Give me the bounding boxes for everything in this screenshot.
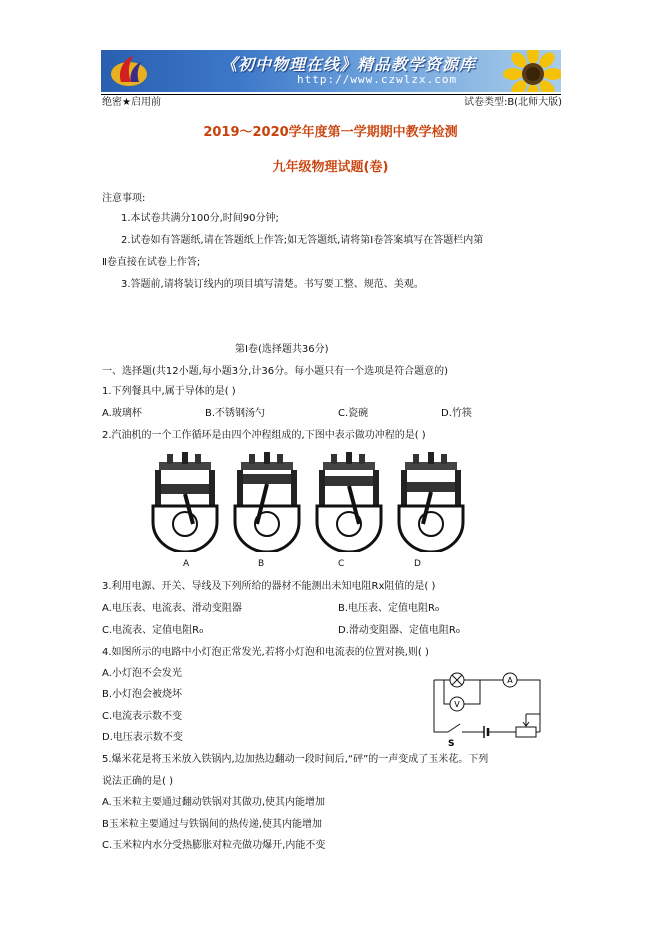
voltmeter-label: V <box>454 700 460 709</box>
q1-option-d: D.竹筷 <box>441 408 472 419</box>
engine-c-icon <box>317 452 381 552</box>
q4-option-d: D.电压表示数不变 <box>102 732 183 743</box>
voltmeter-icon <box>450 697 464 711</box>
q2-label-a: A <box>183 559 190 569</box>
q3-option-d: D.滑动变阻器、定值电阻R₀ <box>338 625 460 636</box>
switch-label: S <box>448 739 455 749</box>
q1-stem: 1.下列餐具中,属于导体的是( ) <box>102 386 236 397</box>
engine-strokes-figure <box>145 452 465 552</box>
engine-a-icon <box>153 452 217 552</box>
exam-subtitle: 九年级物理试题(卷) <box>272 160 389 175</box>
secret-label: 绝密★启用前 <box>102 97 161 108</box>
q3-stem: 3.利用电源、开关、导线及下列所给的器材不能测出未知电阻Rx阻值的是( ) <box>102 581 436 592</box>
notes-heading: 注意事项: <box>102 193 146 204</box>
q4-circuit-diagram <box>420 666 550 752</box>
q3-option-b: B.电压表、定值电阻R₀ <box>338 603 439 614</box>
banner-url[interactable]: http://www.czwlzx.com <box>297 73 458 86</box>
notes-item: 3.答题前,请将装订线内的项目填写清楚。书写要工整、规范、美观。 <box>121 279 424 290</box>
q5-option-b: B玉米粒主要通过与铁锅间的热传递,使其内能增加 <box>102 819 323 830</box>
notes-item: Ⅱ卷直接在试卷上作答; <box>102 257 201 268</box>
lamp-icon <box>450 673 464 687</box>
q4-stem: 4.如图所示的电路中小灯泡正常发光,若将小灯泡和电流表的位置对换,则( ) <box>102 647 429 658</box>
ammeter-icon <box>503 673 517 687</box>
q2-label-d: D <box>414 559 421 569</box>
q1-option-b: B.不锈钢汤勺 <box>205 408 266 419</box>
engine-d-icon <box>399 452 463 552</box>
q4-option-b: B.小灯泡会被烧坏 <box>102 689 183 700</box>
q3-option-a: A.电压表、电流表、滑动变阻器 <box>102 603 242 614</box>
q5-stem-line2: 说法正确的是( ) <box>102 776 173 787</box>
banner-title: 《初中物理在线》精品教学资源库 <box>221 55 477 74</box>
q2-label-b: B <box>258 559 265 569</box>
q4-option-a: A.小灯泡不会发光 <box>102 668 182 679</box>
q1-option-a: A.玻璃杯 <box>102 408 142 419</box>
section-heading: 一、选择题(共12小题,每小题3分,计36分。每小题只有一个选项是符合题意的) <box>102 366 448 377</box>
q5-option-a: A.玉米粒主要通过翻动铁锅对其做功,使其内能增加 <box>102 797 326 808</box>
q2-stem: 2.汽油机的一个工作循环是由四个冲程组成的,下图中表示做功冲程的是( ) <box>102 430 426 441</box>
site-logo-icon <box>107 52 151 90</box>
header-rule <box>101 94 561 95</box>
q1-option-c: C.瓷碗 <box>338 408 369 419</box>
q2-label-c: C <box>338 559 345 569</box>
q3-option-c: C.电流表、定值电阻R₀ <box>102 625 204 636</box>
site-banner <box>101 50 561 92</box>
q5-option-c: C.玉米粒内水分受热膨胀对粒壳做功爆开,内能不变 <box>102 840 326 851</box>
part1-heading: 第Ⅰ卷(选择题共36分) <box>235 344 329 355</box>
paper-type-label: 试卷类型:B(北师大版) <box>463 97 562 108</box>
q5-stem-line1: 5.爆米花是将玉米放入铁锅内,边加热边翻动一段时间后,“砰”的一声变成了玉米花。下列 <box>102 754 489 765</box>
exam-title: 2019～2020学年度第一学期期中教学检测 <box>203 125 458 140</box>
q4-option-c: C.电流表示数不变 <box>102 711 183 722</box>
notes-item: 1.本试卷共满分100分,时间90分钟; <box>121 213 279 224</box>
notes-item: 2.试卷如有答题纸,请在答题纸上作答;如无答题纸,请将第Ⅰ卷答案填写在答题栏内第 <box>121 235 484 246</box>
ammeter-label: A <box>507 676 513 685</box>
sunflower-icon <box>493 50 561 92</box>
engine-b-icon <box>235 452 299 552</box>
